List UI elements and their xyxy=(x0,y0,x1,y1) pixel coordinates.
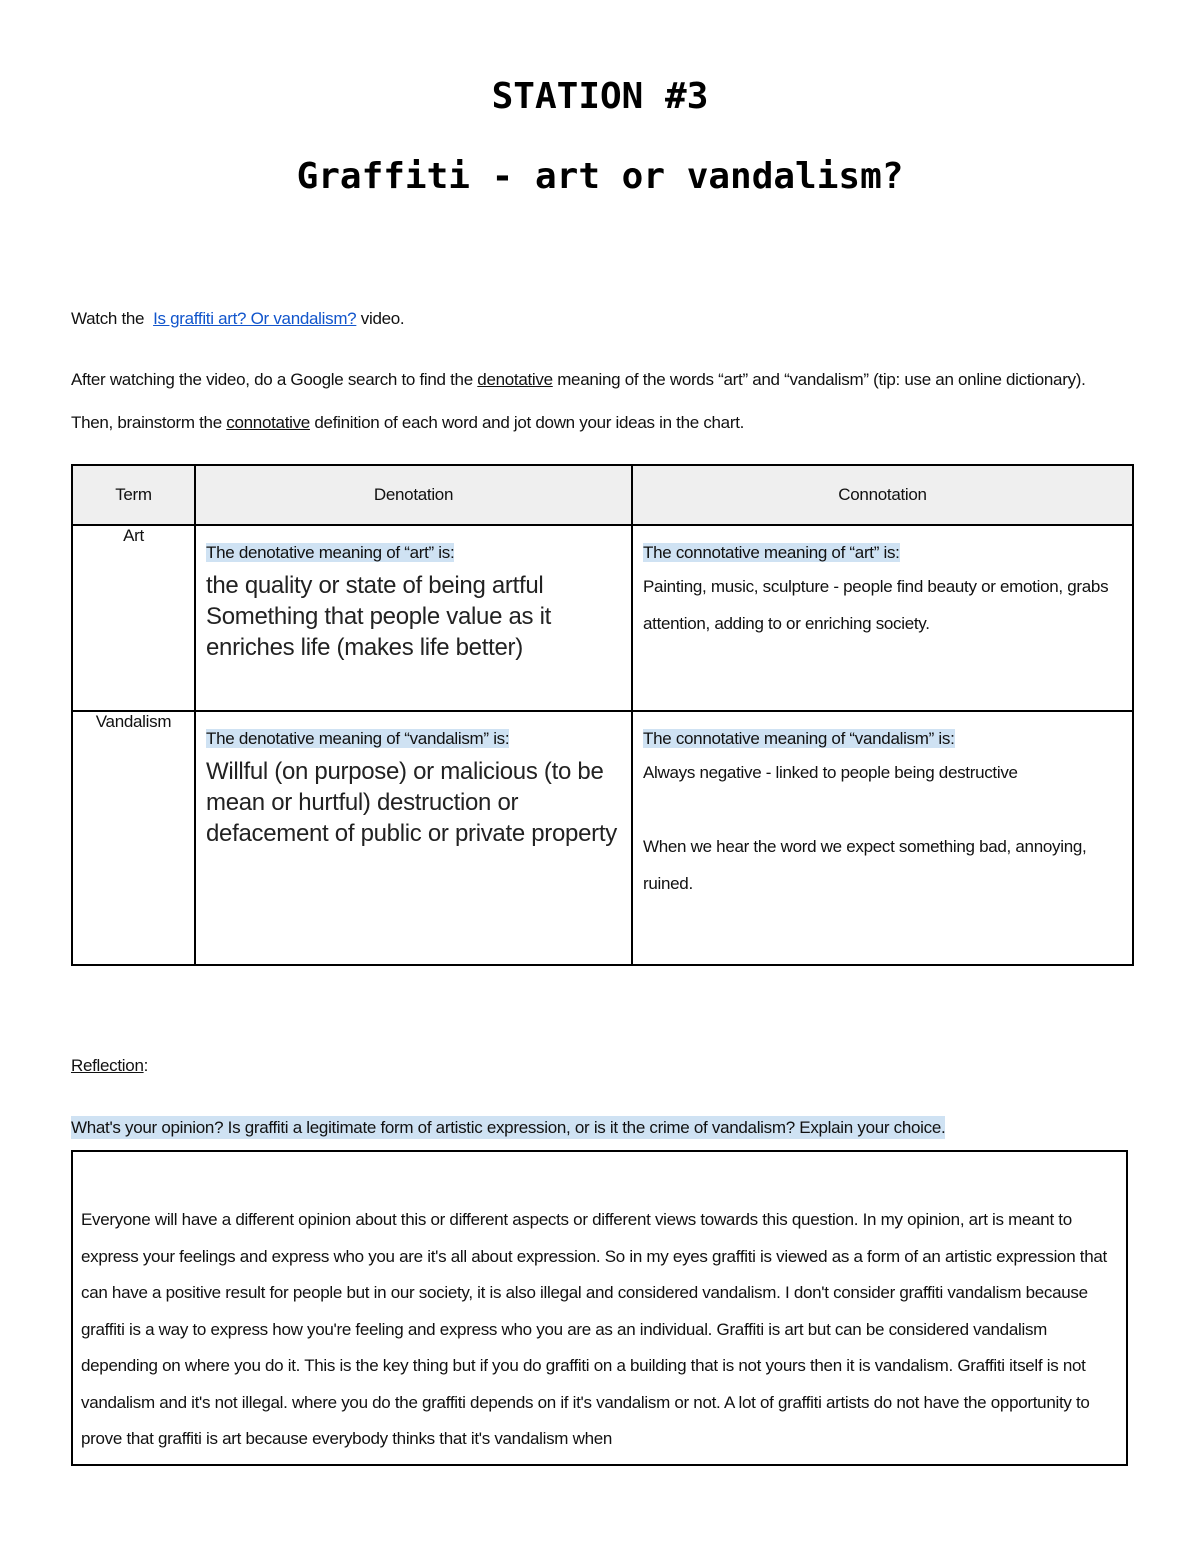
reflection-question xyxy=(71,1110,945,1146)
connotation-cell-vandalism[interactable] xyxy=(632,711,1133,965)
denotative-term: denotative xyxy=(477,370,553,389)
video-link[interactable]: Is graffiti art? Or vandalism? xyxy=(153,309,357,328)
reflection-response-box[interactable] xyxy=(71,1150,1128,1466)
connotation-answer-vandalism xyxy=(643,754,1122,902)
connotation-answer-vandalism-line2: When we hear the word we expect something bad, annoying, ruined. xyxy=(643,837,1087,893)
term-art: Art xyxy=(72,525,195,711)
denotation-cell-vandalism[interactable] xyxy=(195,711,632,965)
denotation-prompt-vandalism: The denotative meaning of “vandalism” is: xyxy=(206,729,510,748)
denotation-answer-art: the quality or state of being artful Something that people value as it enriches life (makes life better) xyxy=(206,572,552,661)
header-connotation: Connotation xyxy=(632,465,1133,525)
reflection-heading-text: Reflection xyxy=(71,1056,144,1075)
term-vandalism: Vandalism xyxy=(72,711,195,965)
denotation-answer-vandalism: Willful (on purpose) or malicious (to be mean or hurtful) destruction or defacement of public or private property xyxy=(206,758,617,847)
connotation-answer-art: Painting, music, sculpture - people find beauty or emotion, grabs attention, adding to or enriching society. xyxy=(643,577,1109,633)
watch-suffix: video. xyxy=(360,309,405,328)
chart-row-vandalism xyxy=(72,711,1133,965)
connotation-cell-art[interactable] xyxy=(632,525,1133,711)
header-denotation: Denotation xyxy=(195,465,632,525)
denotation-connotation-chart xyxy=(71,464,1134,966)
denotation-prompt-art: The denotative meaning of “art” is: xyxy=(206,543,455,562)
page-title: Graffiti - art or vandalism? xyxy=(296,156,904,197)
watch-instruction xyxy=(71,297,1131,340)
chart-row-art xyxy=(72,525,1133,711)
denotation-cell-art[interactable] xyxy=(195,525,632,711)
reflection-question-text: What's your opinion? Is graffiti a legitimate form of artistic expression, or is it the crime of vandalism? Explain your choice. xyxy=(71,1118,946,1137)
connotation-prompt-art: The connotative meaning of “art” is: xyxy=(643,543,900,562)
reflection-heading: Reflection: xyxy=(71,1056,149,1075)
instr-part2: meaning of the words “art” and “vandalism” (tip: use an online dictionary). Then, brainstorm the xyxy=(71,370,1086,432)
watch-prefix: Watch the xyxy=(71,309,145,328)
chart-instructions xyxy=(71,358,1131,444)
station-title: STATION #3 xyxy=(491,76,709,117)
reflection-response-text: Everyone will have a different opinion about this or different aspects or different views towards this question. In my opinion, art is meant to express your feelings and express who you are it's all about expression. So in my eyes graffiti is viewed as a form of an artistic expression that can have a positive result for people but in our society, it is also illegal and considered vandalism. I don't consider graffiti vandalism because graffiti is a way to express how you're feeling and express who you are as an individual. Graffiti is art but can be considered vandalism depending on where you do it. This is the key thing but if you do graffiti on a building that is not yours then it is vandalism. Graffiti itself is not vandalism and it's not illegal. where you do the graffiti depends on if it's vandalism or not. A lot of graffiti artists do not have the opportunity to prove that graffiti is art because everybody thinks that it's vandalism when xyxy=(81,1210,1107,1448)
header-term: Term xyxy=(72,465,195,525)
chart-header-row xyxy=(72,465,1133,525)
connotation-answer-vandalism-line1: Always negative - linked to people being destructive xyxy=(643,763,1018,782)
connotative-term: connotative xyxy=(226,413,310,432)
instr-part3: definition of each word and jot down your ideas in the chart. xyxy=(314,413,745,432)
connotation-prompt-vandalism: The connotative meaning of “vandalism” is: xyxy=(643,729,955,748)
instr-part1: After watching the video, do a Google search to find the xyxy=(71,370,473,389)
